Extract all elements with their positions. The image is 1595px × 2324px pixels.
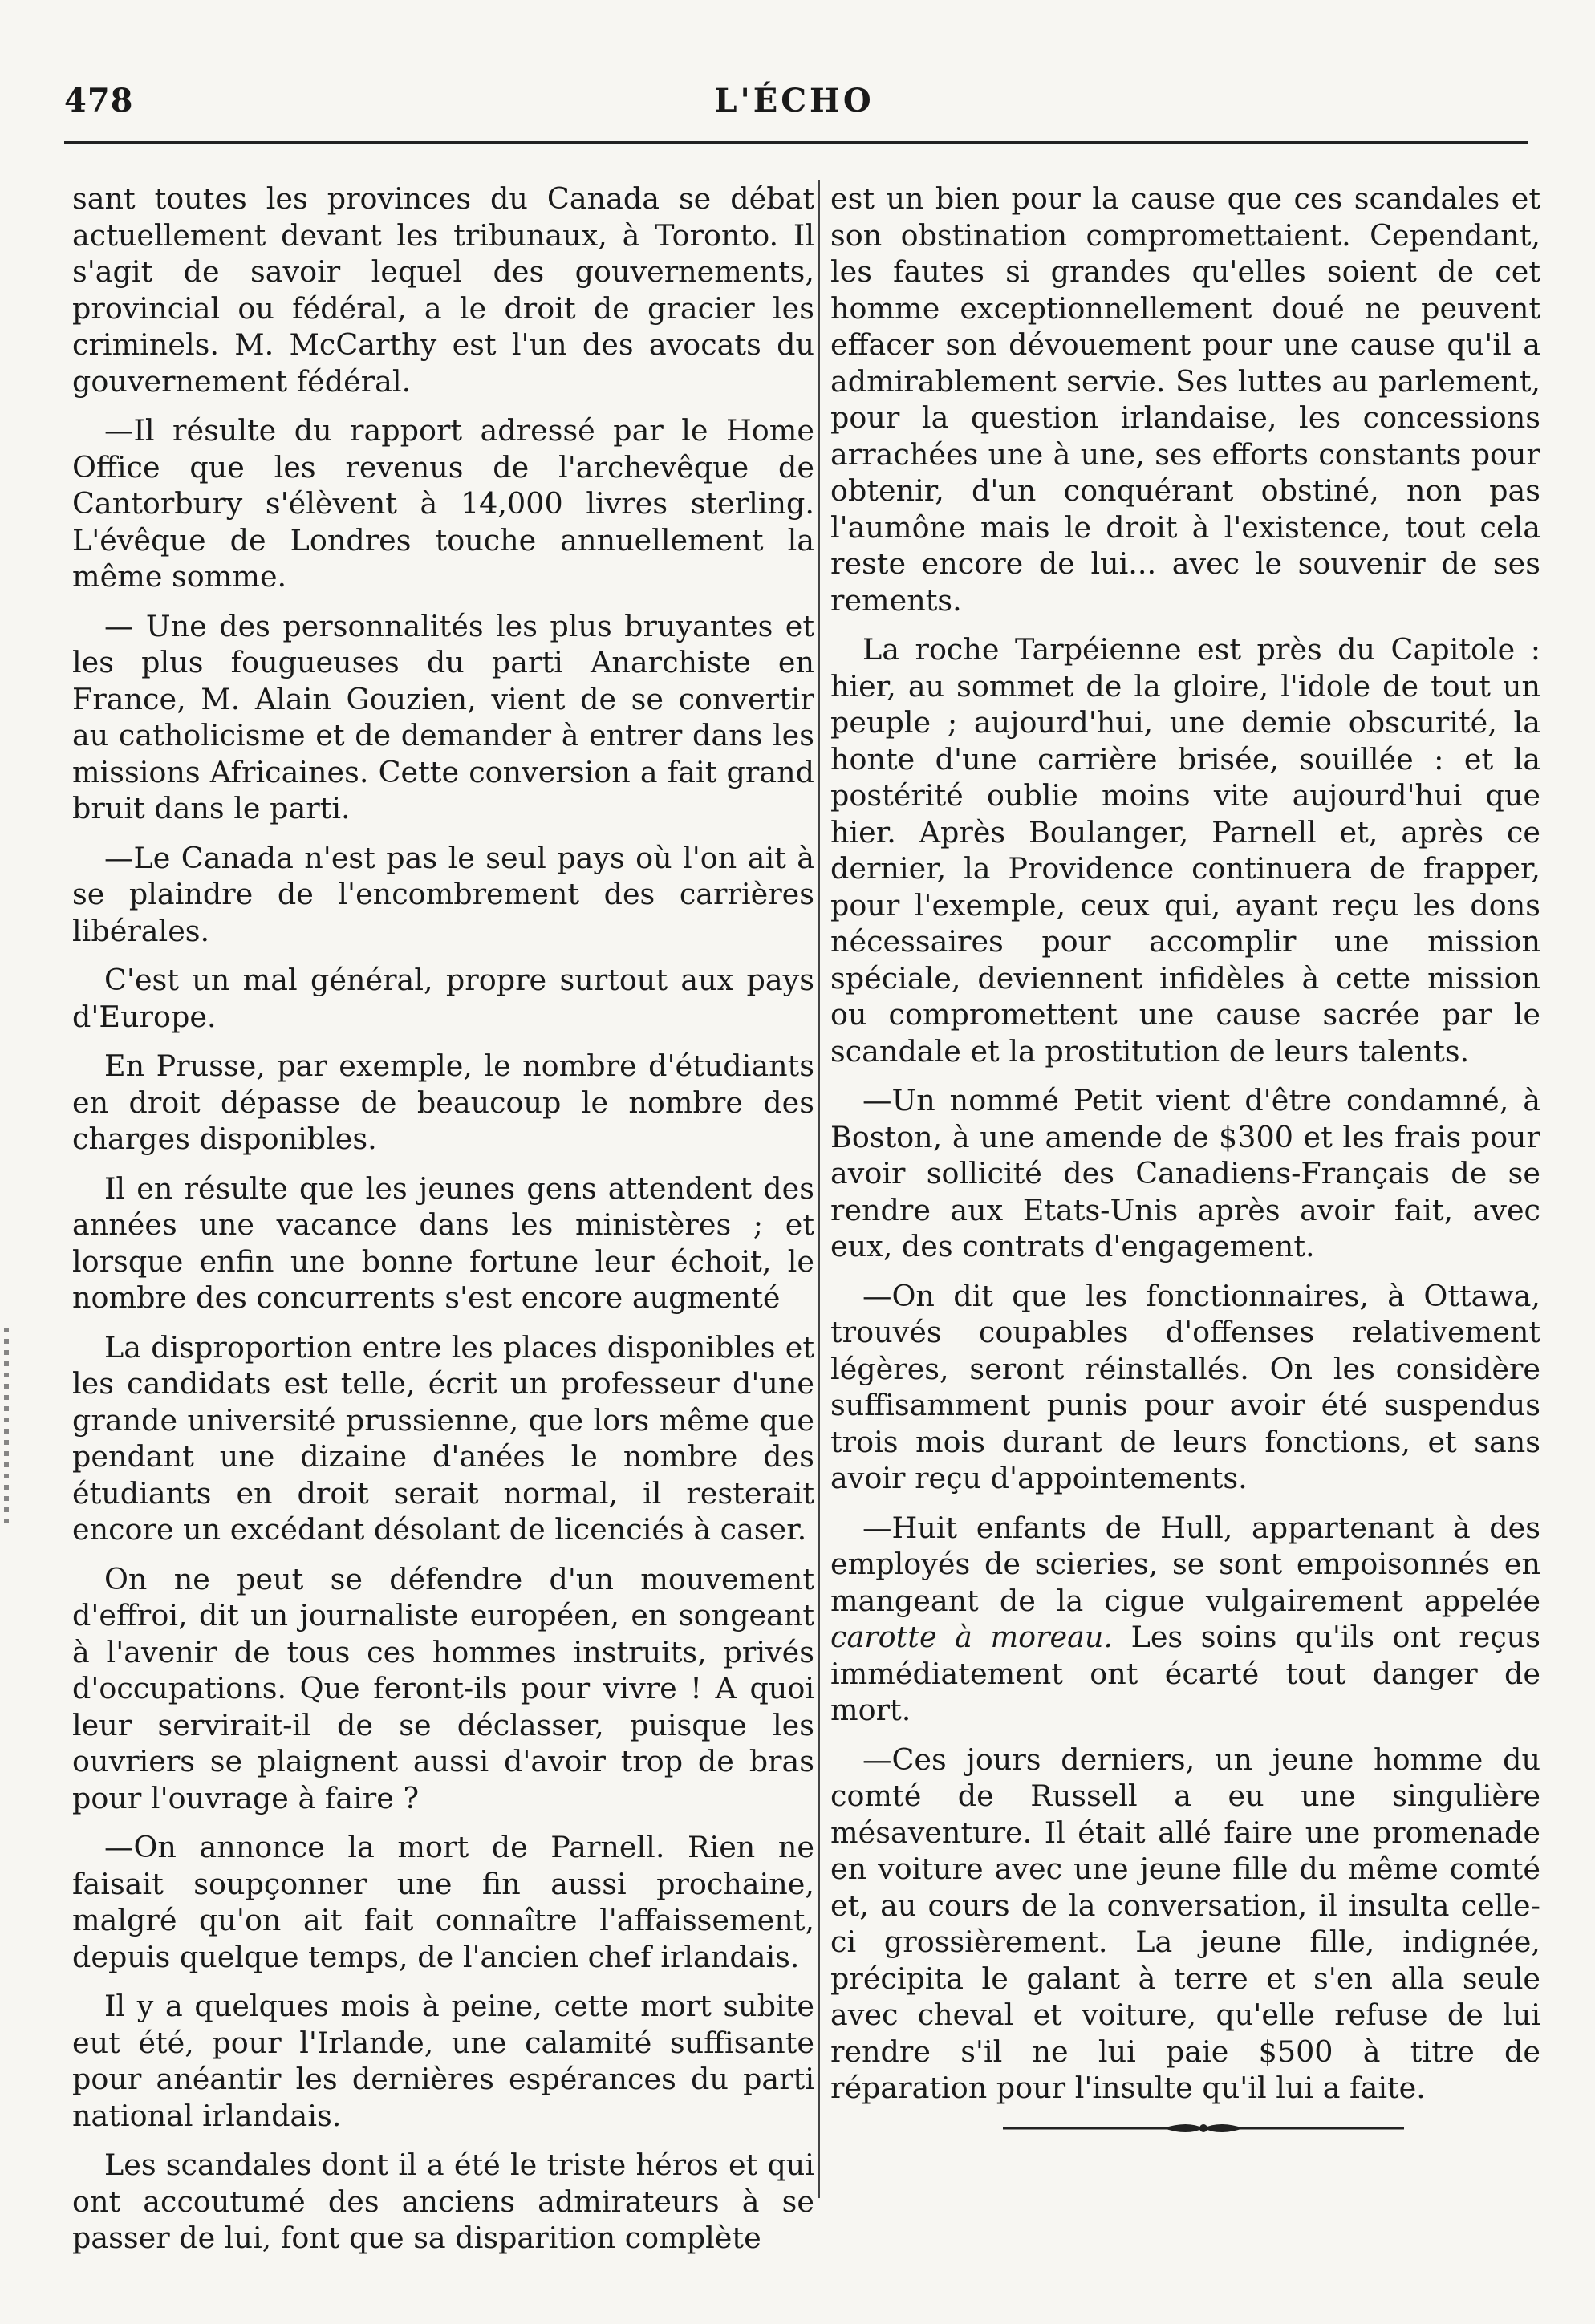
left-column — [72, 180, 814, 2269]
column-divider — [818, 180, 820, 2198]
paragraph: —Il résulte du rapport adressé par le Home Office que les revenus de l'archevêque de Cantorbury s'élèvent à 14,000 livres sterling. L'évêque de Londres touche annuellement la même somme. — [72, 413, 814, 594]
paragraph: Il en résulte que les jeunes gens attendent des années une vacance dans les ministères ; et lorsque enfin une bonne fortune leur échoit, le nombre des concurrents s'est encore augmenté — [72, 1170, 814, 1315]
paragraph: —On annonce la mort de Parnell. Rien ne faisait soupçonner une fin aussi prochaine, malgré qu'on ait fait connaître l'affaissement, depuis quelque temps, de l'ancien chef irlandais. — [72, 1830, 814, 1974]
paragraph — [830, 1510, 1540, 1729]
paragraph: C'est un mal général, propre surtout aux pays d'Europe. — [72, 963, 814, 1034]
journal-title: L'ÉCHO — [714, 82, 875, 120]
paragraph: sant toutes les provinces du Canada se débat actuellement devant les tribunaux, à Toronto. Il s'agit de savoir lequel des gouvernements, provincial ou fédéral, a le droit de gracier les criminels. M. McCarthy est l'un des avocats du gouvernement fédéral. — [72, 181, 814, 399]
paragraph: est un bien pour la cause que ces scandales et son obstination compromettaient. Cependant, les fautes si grandes qu'elles soient de cet homme exceptionnellement doué ne peuvent effacer son dévouement pour une cause qu'il a admirablement servie. Ses luttes au parlement, pour la question irlandaise, les concessions arrachées une à une, ses efforts constants pour obtenir, d'un conquérant obstiné, non pas l'aumône mais le droit à l'existence, tout cela reste encore de lui... avec le souvenir de ses rements. — [830, 181, 1540, 618]
paragraph: La disproportion entre les places disponibles et les candidats est telle, écrit un professeur d'une grande université prussienne, que lors même que pendant une dizaine d'anées le nombre des étudiants en droit serait normal, il resterait encore un excédant désolant de licenciés à caser. — [72, 1329, 814, 1547]
paragraph-text: —Huit enfants de Hull, appartenant à des employés de scieries, se sont empoisonnés en mangeant de la cigue vulgairement appelée — [830, 1510, 1540, 1618]
paragraph-text: Les soins qu'ils ont reçus immédiatement ont écarté tout danger de mort. — [830, 1620, 1540, 1727]
page-header — [64, 74, 1524, 130]
paragraph: On ne peut se défendre d'un mouvement d'effroi, dit un journaliste européen, en songeant à l'avenir de tous ces hommes instruits, privés d'occupations. Que feront-ils pour vivre ! A quoi leur servirait-il de se déclasser, puisque les ouvriers se plaignent aussi d'avoir trop de bras pour l'ouvrage à faire ? — [72, 1561, 814, 1815]
end-ornament — [1003, 2112, 1404, 2144]
header-rule — [64, 141, 1528, 144]
paragraph: La roche Tarpéienne est près du Capitole : hier, au sommet de la gloire, l'idole de tout un peuple ; aujourd'hui, une demie obscurité, la honte d'une carrière brisée, souillée : et la postérité oublie moins vite aujourd'hui que hier. Après Boulanger, Parnell et, après ce dernier, la Providence continuera de frapper, pour l'exemple, ceux qui, ayant reçu les dons nécessaires pour accomplir une mission spéciale, deviennent infidèles à cette mission ou compromettent une cause sacrée par le scandale et la prostitution de leurs talents. — [830, 632, 1540, 1069]
page-number: 478 — [64, 82, 134, 120]
paragraph: En Prusse, par exemple, le nombre d'étudiants en droit dépasse de beaucoup le nombre des charges disponibles. — [72, 1048, 814, 1156]
paragraph: —Un nommé Petit vient d'être condamné, à Boston, à une amende de $300 et les frais pour avoir sollicité des Canadiens-Français de se rendre aux Etats-Unis après avoir fait, avec eux, des contrats d'engagement. — [830, 1083, 1540, 1263]
right-column — [830, 180, 1540, 2119]
italic-term: carotte à moreau. — [830, 1620, 1113, 1654]
paragraph: —Ces jours derniers, un jeune homme du comté de Russell a eu une singulière mésaventure. Il était allé faire une promenade en voiture avec une jeune fille du même comté et, au cours de la conversation, il insulta celle-ci grossièrement. La jeune fille, indignée, précipita le galant à terre et s'en alla seule avec cheval et voiture, qu'elle refuse de lui rendre s'il ne lui paie $500 à titre de réparation pour l'insulte qu'il lui a faite. — [830, 1742, 1540, 2105]
paragraph: Les scandales dont il a été le triste héros et qui ont accoutumé des anciens admirateurs à se passer de lui, font que sa disparition complète — [72, 2148, 814, 2255]
margin-mark — [4, 1328, 9, 1528]
paragraph: —On dit que les fonctionnaires, à Ottawa, trouvés coupables d'offenses relativement légères, seront réinstallés. On les considère suffisamment punis pour avoir été suspendus trois mois durant de leurs fonctions, et sans avoir reçu d'appointements. — [830, 1278, 1540, 1495]
paragraph: —Le Canada n'est pas le seul pays où l'on ait à se plaindre de l'encombrement des carrières libérales. — [72, 840, 814, 948]
paragraph: — Une des personnalités les plus bruyantes et les plus fougueuses du parti Anarchiste en France, M. Alain Gouzien, vient de se convertir au catholicisme et de demander à entrer dans les missions Africaines. Cette conversion a fait grand bruit dans le parti. — [72, 608, 814, 825]
paragraph: Il y a quelques mois à peine, cette mort subite eut été, pour l'Irlande, une calamité suffisante pour anéantir les dernières espérances du parti national irlandais. — [72, 1989, 814, 2133]
